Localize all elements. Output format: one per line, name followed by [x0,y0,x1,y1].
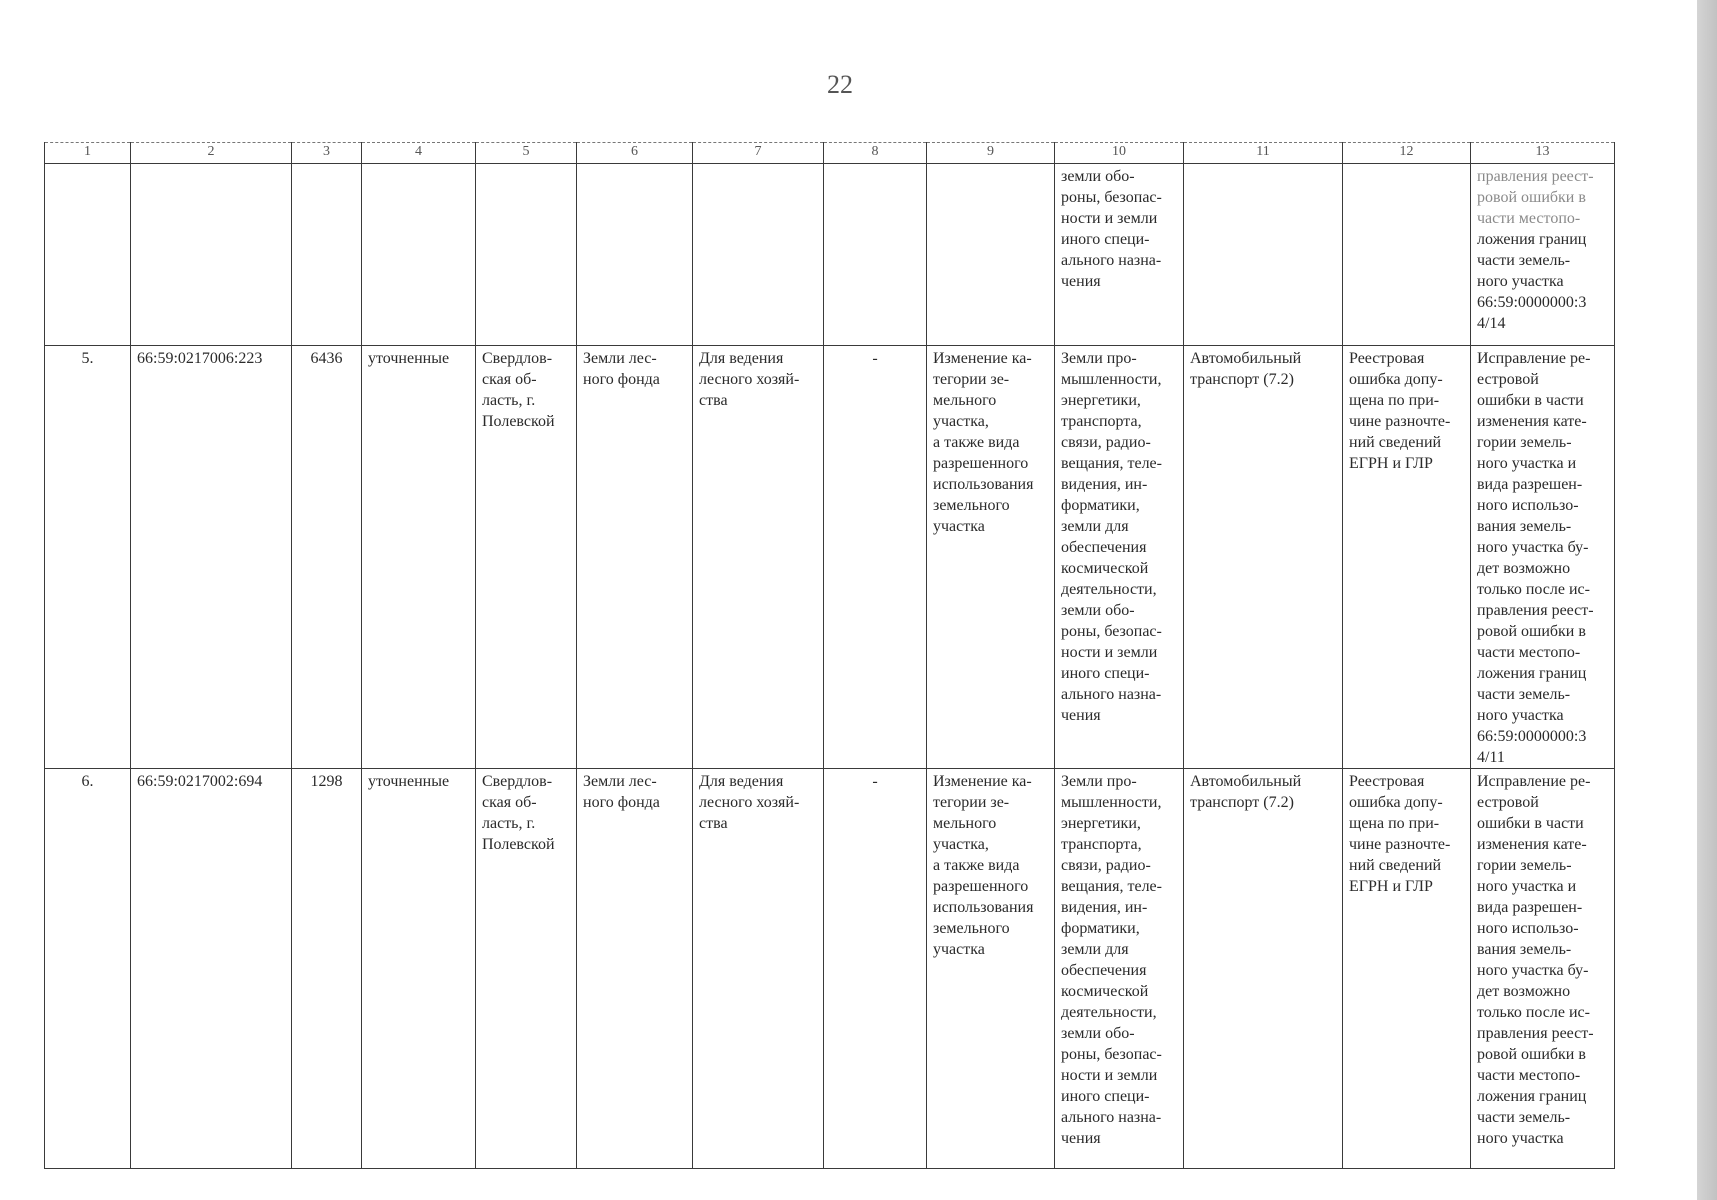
column-number: 10 [1055,143,1184,164]
permitted-use-cell [693,769,824,1169]
cell-line: правления реест- [1477,1025,1594,1042]
cell-line: щена по при- [1349,392,1440,409]
empty-cell [693,164,824,346]
cadastral-number: 66:59:0217006:223 [131,346,292,769]
cell-line: использования [933,476,1034,493]
cell-line: Земли про- [1061,350,1137,367]
empty-cell [131,164,292,346]
cell-line: ного фонда [583,794,660,811]
boundary-status: уточненные [362,346,476,769]
cell-line: иного специ- [1061,665,1150,682]
cell-line: изменения кате- [1477,413,1587,430]
reason-cell [1343,346,1471,769]
cell-line: земли обо- [1061,602,1135,619]
cell-line: Свердлов- [482,350,553,367]
cell-line: Для ведения [699,773,784,790]
cell-line: земли для [1061,518,1129,535]
cell-line: ложения границ [1477,231,1587,248]
cell-line: вещания, теле- [1061,455,1162,472]
cell-line: участка [933,518,985,535]
cell-line: земельного [933,920,1010,937]
cell-line: форматики, [1061,497,1140,514]
cell-line: лесного хозяй- [699,371,800,388]
cell-line: обеспечения [1061,962,1147,979]
cell-line: а также вида [933,434,1020,451]
cell-line: ний сведений [1349,434,1442,451]
cell-line: ного участка [1477,1130,1564,1147]
col8-cell: - [824,346,927,769]
cell-line: ошибка допу- [1349,371,1443,388]
cell-line: правления реест- [1477,168,1594,185]
column-number: 3 [292,143,362,164]
note-cell [1471,769,1615,1169]
cell-line: вания земель- [1477,941,1572,958]
continued-note-cell [1471,164,1615,346]
cell-line: части местопо- [1477,644,1581,661]
cell-line: тегории зе- [933,794,1010,811]
cell-line: части земель- [1477,252,1571,269]
cell-line: связи, радио- [1061,857,1151,874]
cell-line: участка [933,941,985,958]
cell-line: чения [1061,1130,1101,1147]
cell-line: 4/14 [1477,315,1506,332]
cell-line: энергетики, [1061,392,1141,409]
cell-line: Полевской [482,836,555,853]
column-number: 4 [362,143,476,164]
cell-line: участка, [933,413,989,430]
empty-cell [362,164,476,346]
cell-line: 66:59:0000000:3 [1477,294,1587,311]
cell-line: ального назна- [1061,686,1162,703]
cell-line: вещания, теле- [1061,878,1162,895]
cell-line: дет возможно [1477,983,1571,1000]
cell-line: естровой [1477,794,1539,811]
cell-line: ласть, г. [482,815,536,832]
column-number: 8 [824,143,927,164]
area-value: 6436 [292,346,362,769]
column-number: 11 [1184,143,1343,164]
cell-line: ного участка [1477,707,1564,724]
cell-line: мышленности, [1061,794,1162,811]
cell-line: Земли лес- [583,350,657,367]
table-row [45,346,1615,769]
cell-line: ЕГРН и ГЛР [1349,455,1433,472]
cell-line: ности и земли [1061,1067,1158,1084]
cell-line: ства [699,815,728,832]
new-use-cell [1184,769,1343,1169]
cell-line: Изменение ка- [933,773,1032,790]
cell-line: роны, безопас- [1061,1046,1162,1063]
permitted-use-cell [693,346,824,769]
new-category-cell [1055,346,1184,769]
table-row [45,769,1615,1169]
cell-line: ний сведений [1349,857,1442,874]
cell-line: разрешенного [933,878,1029,895]
cell-line: форматики, [1061,920,1140,937]
empty-cell [292,164,362,346]
change-cell [927,346,1055,769]
change-cell [927,769,1055,1169]
column-number: 13 [1471,143,1615,164]
cell-line: гории земель- [1477,434,1572,451]
land-category-cell [577,346,693,769]
cell-line: части земель- [1477,1109,1571,1126]
cell-line: Реестровая [1349,773,1425,790]
cell-line: ного участка [1477,273,1564,290]
cell-line: транспорт (7.2) [1190,794,1294,811]
cell-line: лесного хозяй- [699,794,800,811]
cell-line: только после ис- [1477,581,1590,598]
cell-line: космической [1061,983,1149,1000]
cell-line: Изменение ка- [933,350,1032,367]
cell-line: разрешенного [933,455,1029,472]
cell-line: вида разрешен- [1477,899,1583,916]
cell-line: космической [1061,560,1149,577]
cell-line: связи, радио- [1061,434,1151,451]
cell-line: иного специ- [1061,231,1150,248]
land-plot-table [44,142,1615,1169]
cell-line: чине разночте- [1349,836,1451,853]
col8-cell: - [824,769,927,1169]
cell-line: земельного [933,497,1010,514]
cell-line: ного участка и [1477,878,1577,895]
cell-line: щена по при- [1349,815,1440,832]
row-number: 5. [45,346,131,769]
cell-line: Полевской [482,413,555,430]
column-number: 12 [1343,143,1471,164]
cell-line: изменения кате- [1477,836,1587,853]
scan-edge [1697,0,1717,1200]
location-cell [476,346,577,769]
column-number: 7 [693,143,824,164]
cell-line: ровой ошибки в [1477,189,1586,206]
cell-line: деятельности, [1061,581,1157,598]
cell-line: роны, безопас- [1061,623,1162,640]
cell-line: естровой [1477,371,1539,388]
cell-line: видения, ин- [1061,899,1148,916]
cell-line: Для ведения [699,350,784,367]
empty-cell [927,164,1055,346]
cell-line: части местопо- [1477,210,1581,227]
row-number: 6. [45,769,131,1169]
empty-cell [45,164,131,346]
location-cell [476,769,577,1169]
cell-line: иного специ- [1061,1088,1150,1105]
cell-line: роны, безопас- [1061,189,1162,206]
cell-line: транспорта, [1061,413,1142,430]
column-number: 5 [476,143,577,164]
cell-line: ности и земли [1061,210,1158,227]
cell-line: деятельности, [1061,1004,1157,1021]
boundary-status: уточненные [362,769,476,1169]
empty-cell [577,164,693,346]
cell-line: ложения границ [1477,1088,1587,1105]
cell-line: чения [1061,273,1101,290]
new-category-cell [1055,769,1184,1169]
column-number: 1 [45,143,131,164]
reason-cell [1343,769,1471,1169]
empty-cell [1184,164,1343,346]
cell-line: ровой ошибки в [1477,1046,1586,1063]
cell-line: только после ис- [1477,1004,1590,1021]
cell-line: ошибка допу- [1349,794,1443,811]
cell-line: транспорт (7.2) [1190,371,1294,388]
column-number-row [45,143,1615,164]
continuation-row [45,164,1615,346]
empty-cell [476,164,577,346]
cell-line: правления реест- [1477,602,1594,619]
cell-line: транспорта, [1061,836,1142,853]
cell-line: ности и земли [1061,644,1158,661]
cell-line: 66:59:0000000:3 [1477,728,1587,745]
cell-line: ного участка бу- [1477,962,1589,979]
cell-line: вания земель- [1477,518,1572,535]
page-number: 22 [827,70,853,99]
cell-line: чения [1061,707,1101,724]
cell-line: Исправление ре- [1477,350,1591,367]
cell-line: ства [699,392,728,409]
note-cell [1471,346,1615,769]
column-number: 6 [577,143,693,164]
column-number: 2 [131,143,292,164]
cell-line: ного участка бу- [1477,539,1589,556]
cell-line: ального назна- [1061,1109,1162,1126]
cell-line: использования [933,899,1034,916]
cell-line: Исправление ре- [1477,773,1591,790]
land-category-cell [577,769,693,1169]
cell-line: ласть, г. [482,392,536,409]
cell-line: ложения границ [1477,665,1587,682]
cell-line: вида разрешен- [1477,476,1583,493]
cell-line: ошибки в части [1477,392,1584,409]
cell-line: ская об- [482,794,537,811]
cell-line: ская об- [482,371,537,388]
cell-line: земли обо- [1061,1025,1135,1042]
cell-line: земли обо- [1061,168,1135,185]
cadastral-number: 66:59:0217002:694 [131,769,292,1169]
cell-line: а также вида [933,857,1020,874]
cell-line: обеспечения [1061,539,1147,556]
cell-line: видения, ин- [1061,476,1148,493]
cell-line: энергетики, [1061,815,1141,832]
cell-line: участка, [933,836,989,853]
cell-line: Автомобильный [1190,773,1302,790]
cell-line: ного участка и [1477,455,1577,472]
cell-line: гории земель- [1477,857,1572,874]
cell-line: мельного [933,392,997,409]
cell-line: части местопо- [1477,1067,1581,1084]
cell-line: Автомобильный [1190,350,1302,367]
cell-line: дет возможно [1477,560,1571,577]
continued-category-cell [1055,164,1184,346]
cell-line: тегории зе- [933,371,1010,388]
area-value: 1298 [292,769,362,1169]
cell-line: ального назна- [1061,252,1162,269]
cell-line: Земли про- [1061,773,1137,790]
cell-line: Свердлов- [482,773,553,790]
cell-line: ного использо- [1477,497,1579,514]
cell-line: Земли лес- [583,773,657,790]
new-use-cell [1184,346,1343,769]
cell-line: ровой ошибки в [1477,623,1586,640]
empty-cell [1343,164,1471,346]
cell-line: 4/11 [1477,749,1505,766]
cell-line: Реестровая [1349,350,1425,367]
cell-line: чине разночте- [1349,413,1451,430]
cell-line: мышленности, [1061,371,1162,388]
cell-line: ЕГРН и ГЛР [1349,878,1433,895]
column-number: 9 [927,143,1055,164]
cell-line: мельного [933,815,997,832]
empty-cell [824,164,927,346]
cell-line: ошибки в части [1477,815,1584,832]
cell-line: части земель- [1477,686,1571,703]
cell-line: ного фонда [583,371,660,388]
cell-line: ного использо- [1477,920,1579,937]
cell-line: земли для [1061,941,1129,958]
